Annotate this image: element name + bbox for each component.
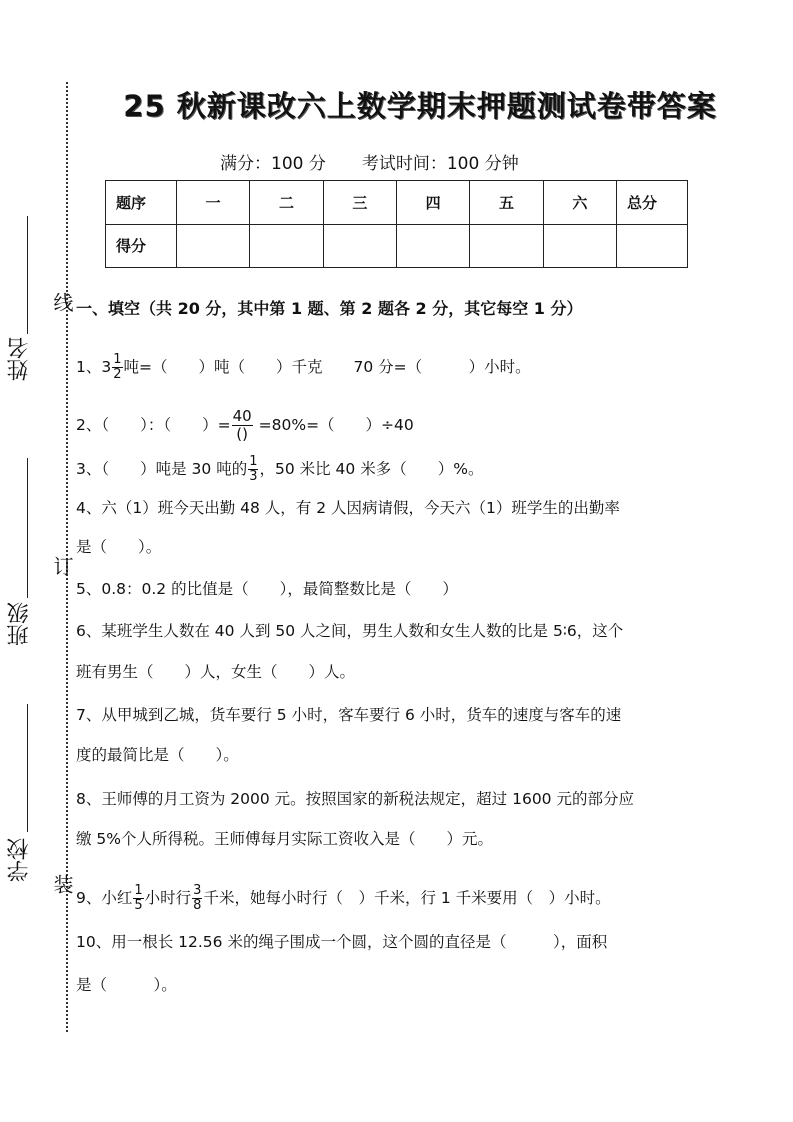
score-entry-cell[interactable] — [543, 224, 616, 268]
table-cell: 二 — [250, 181, 323, 225]
table-cell: 一 — [177, 181, 250, 225]
question-text: 小时行 — [144, 889, 192, 907]
question-text: 千米，她每小时行（ ）千米，行 1 千米要用（ ）小时。 — [203, 889, 611, 907]
fraction-numerator: 3 — [193, 883, 202, 898]
question-7-line-1: 7、从甲城到乙城，货车要行 5 小时，客车要行 6 小时，货车的速度与客车的速 — [76, 706, 622, 724]
question-text: 2、（ ）：（ ）= — [76, 416, 231, 434]
score-entry-cell[interactable] — [250, 224, 323, 268]
question-8-line-1: 8、王师傅的月工资为 2000 元。按照国家的新税法规定，超过 1600 元的部分应 — [76, 790, 634, 808]
table-cell: 五 — [470, 181, 543, 225]
fraction-denominator: 8 — [193, 898, 202, 913]
question-5: 5、0.8：0.2 的比值是（ ），最简整数比是（ ） — [76, 580, 458, 598]
class-label: 班级 — [7, 602, 32, 646]
question-text: 吨=（ ）吨（ ）千克 70 分=（ ）小时。 — [123, 358, 531, 376]
question-2 — [76, 408, 414, 443]
score-table-score-row — [106, 224, 688, 268]
question-9 — [76, 884, 611, 913]
name-label: 姓名 — [7, 337, 32, 381]
bind-mark-staple: 订 — [50, 556, 74, 576]
score-entry-cell[interactable] — [323, 224, 396, 268]
school-label: 学校 — [7, 838, 32, 882]
question-7-line-2: 度的最简比是（ ）。 — [76, 746, 239, 764]
fraction-denominator: 5 — [134, 898, 143, 913]
bind-mark-line: 线 — [50, 292, 74, 312]
question-3 — [76, 455, 483, 484]
fraction — [133, 884, 143, 913]
score-table-header-row — [106, 181, 688, 225]
score-entry-cell[interactable] — [396, 224, 469, 268]
school-underline — [27, 704, 28, 832]
page-title: 25 秋新课改六上数学期末押题测试卷带答案 — [123, 89, 717, 123]
fraction — [232, 408, 253, 443]
bind-mark-bind: 装 — [50, 874, 74, 894]
table-cell: 总分 — [617, 181, 688, 225]
question-10-line-2: 是（ ）。 — [76, 976, 177, 994]
question-1 — [76, 353, 531, 382]
fraction-numerator: 1 — [113, 352, 122, 367]
question-6-line-2: 班有男生（ ）人，女生（ ）人。 — [76, 663, 356, 681]
score-entry-cell[interactable] — [177, 224, 250, 268]
section-heading: 一、填空（共 20 分，其中第 1 题、第 2 题各 2 分，其它每空 1 分） — [76, 299, 583, 318]
question-text: =80%=（ ）÷40 — [253, 416, 414, 434]
fraction-denominator: 3 — [249, 469, 258, 484]
full-score: 满分：100 分 — [220, 154, 326, 174]
table-cell: 得分 — [106, 224, 177, 268]
score-entry-cell[interactable] — [617, 224, 688, 268]
question-text: 3、（ ）吨是 30 吨的 — [76, 460, 248, 478]
table-cell: 四 — [396, 181, 469, 225]
question-4-line-2: 是（ ）。 — [76, 538, 162, 556]
score-entry-cell[interactable] — [470, 224, 543, 268]
fraction — [192, 884, 202, 913]
question-4-line-1: 4、六（1）班今天出勤 48 人，有 2 人因病请假，今天六（1）班学生的出勤率 — [76, 499, 620, 517]
score-table — [105, 180, 688, 268]
fraction-denominator: 2 — [113, 367, 122, 382]
name-underline — [27, 216, 28, 334]
table-cell: 六 — [543, 181, 616, 225]
fraction-denominator: () — [236, 425, 249, 443]
exam-info — [220, 149, 519, 174]
fraction-numerator: 40 — [232, 407, 252, 425]
question-8-line-2: 缴 5%个人所得税。王师傅每月实际工资收入是（ ）元。 — [76, 830, 494, 848]
question-10-line-1: 10、用一根长 12.56 米的绳子围成一个圆，这个圆的直径是（ ），面积 — [76, 933, 608, 951]
question-text: 9、小红 — [76, 889, 133, 907]
table-cell: 题序 — [106, 181, 177, 225]
fraction — [112, 353, 122, 382]
fraction-numerator: 1 — [134, 883, 143, 898]
question-text: ，50 米比 40 米多（ ）%。 — [259, 460, 484, 478]
question-text: 1、3 — [76, 358, 112, 376]
fraction — [248, 455, 258, 484]
fraction-numerator: 1 — [249, 454, 258, 469]
table-cell: 三 — [323, 181, 396, 225]
class-underline — [27, 458, 28, 598]
question-6-line-1: 6、某班学生人数在 40 人到 50 人之间，男生人数和女生人数的比是 5∶6，这个 — [76, 622, 624, 640]
exam-time: 考试时间：100 分钟 — [361, 154, 519, 174]
